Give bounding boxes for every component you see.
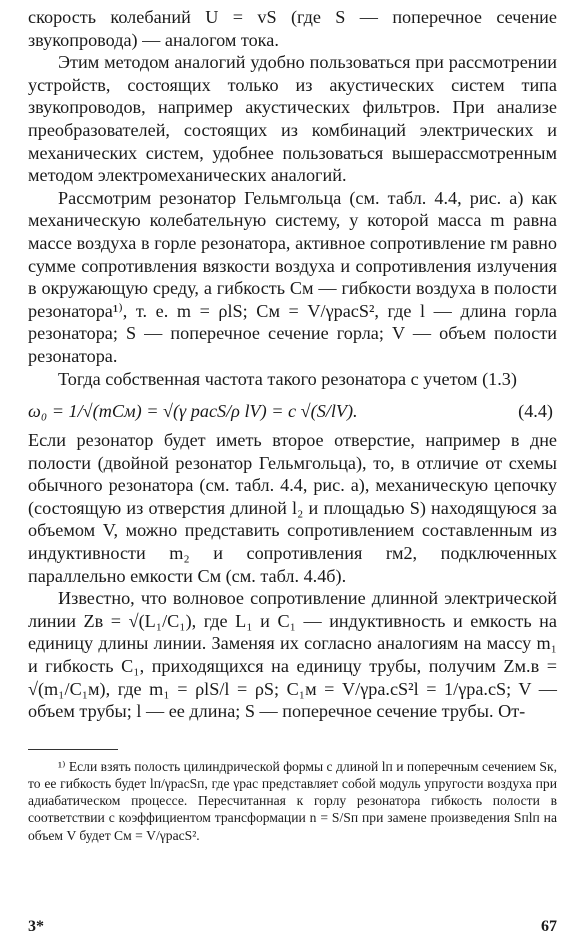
signature-mark: 3* xyxy=(28,918,44,935)
paragraph-2: Этим методом аналогий удобно пользоваться при рассмотрении устройств, состоящих только из акустических систем типа звукопроводов, например акустических фильтров. При анализе преобразователей, состоящих из комбинаций электрических и механических систем, удобнее пользоваться вышерассмотренным методом электромеханических аналогий. xyxy=(28,52,557,186)
page-number: 67 xyxy=(541,918,557,935)
footnote: ¹⁾ Если взять полость цилиндрической формы с длиной lп и поперечным сечением Sк, то ее гибкость будет lп/γpacSп, где γpac представляет собой модуль упругости воздуха при адиабатическом процессе. Пересчитанная к горлу резонатора гибкость полости в соответствии с коэффициентом трансформации n = S/Sп при замене произведения Sпlп на объем V будет Cм = V/γpacS². xyxy=(28,758,557,843)
page-footer xyxy=(28,918,557,936)
paragraph-5: Если резонатор будет иметь второе отверстие, например в дне полости (двойной резонатор Гельмгольца), то, в отличие от схемы обычного резонатора (см. табл. 4.4, рис. а), механическую цепочку (состоящую из отверстия длиной l₂ и площадью S) находящуюся за объемом V, можно представить сопротивлением составленным из индуктивности m₂ и сопротивления rм2, подключенных параллельно емкости Cм (см. табл. 4.4б). xyxy=(28,430,557,586)
paragraph-3: Рассмотрим резонатор Гельмгольца (см. табл. 4.4, рис. а) как механическую колебательную систему, у которой масса m равна массе воздуха в горле резонатора, активное сопротивление rм равно сумме сопротивления вязкости воздуха и сопротивления излучения в окружающую среду, а гибкость Cм — гибкости воздуха в полости резонатора¹⁾, т. е. m = ρlS; Cм = V/γpacS², где l — длина горла резонатора; S — поперечное сечение горла; V — объем полости резонатора. xyxy=(28,187,557,366)
formula-4-4 xyxy=(28,399,557,423)
formula-expression: ω₀ = 1/√(mCм) = √(γ pacS/ρ lV) = c √(S/lV). xyxy=(28,401,358,422)
paragraph-6: Известно, что волновое сопротивление длинной электрической линии Zв = √(L₁/C₁), где L₁ и C₁ — индуктивность и емкость на единицу длины линии. Заменяя их согласно аналогиям на массу m₁ и гибкость C₁, приходящихся на единицу трубы, получим Zм.в = √(m₁/C₁м), где m₁ = ρlS/l = ρS; C₁м = V/γpa.cS²l = 1/γpa.cS; V — объем трубы; l — ее длина; S — поперечное сечение трубы. От- xyxy=(28,588,557,722)
footnote-divider xyxy=(28,749,118,750)
paragraph-4: Тогда собственная частота такого резонатора с учетом (1.3) xyxy=(58,368,517,389)
paragraph-1: скорость колебаний U = vS (где S — поперечное сечение звукопровода) — аналогом тока. xyxy=(28,7,557,50)
formula-number: (4.4) xyxy=(518,401,553,422)
